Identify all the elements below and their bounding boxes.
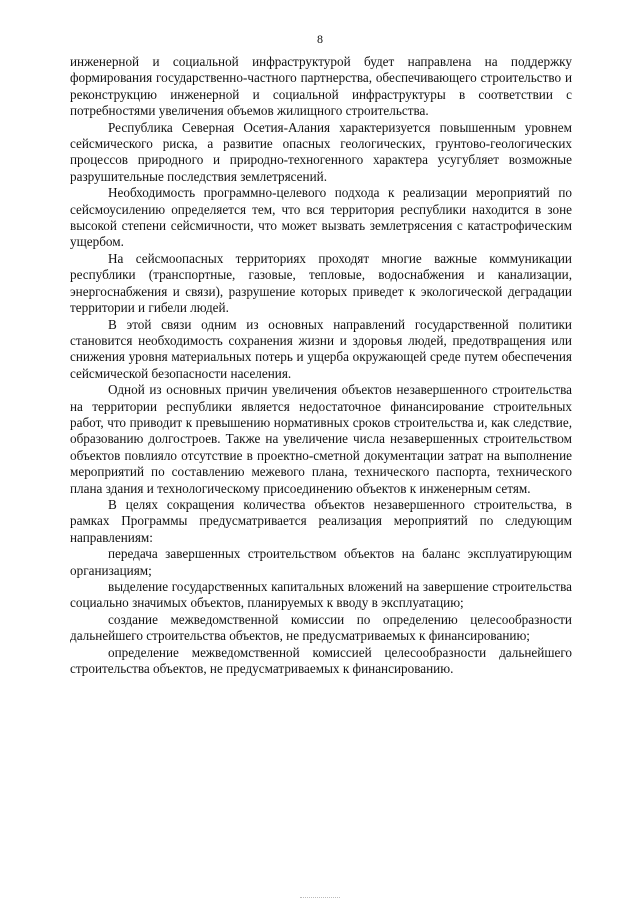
paragraph-unfinished-construction: Одной из основных причин увеличения объектов незавершенного строительства на территории республики является недостаточное финансирование строительных работ, что приводит к превышению нормативных сроков строительства и, как следствие, образованию долгостроев. Также на увеличение числа незавершенных строительством объектов повлияло отсутствие в проектно-сметной документации затрат на выполнение мероприятий по составлению межевого плана, технического паспорта, технического плана здания и технологическому присоединению объектов к инженерным сетям.	[70, 382, 572, 496]
paragraph-seismic-risk: Республика Северная Осетия-Алания характеризуется повышенным уровнем сейсмического риска, а развитие опасных геологических, грунтово-геологических процессов природного и природно-техногенного характера усугубляет возможные разрушительные последствия землетрясений.	[70, 119, 572, 184]
list-item-transfer: передача завершенных строительством объектов на баланс эксплуатирующим организациям;	[70, 546, 572, 578]
page-number: 8	[317, 32, 323, 46]
paragraph-program-necessity: Необходимость программно-целевого подхода к реализации мероприятий по сейсмоусилению определяется тем, что вся территория республики находится в зоне высокой степени сейсмичности, что может вызвать землетрясения с катастрофическим ущербом.	[70, 185, 572, 250]
list-item-create-commission: создание межведомственной комиссии по определению целесообразности дальнейшего строительства объектов, не предусматриваемых к финансированию;	[70, 611, 572, 644]
list-item-commission-decision: определение межведомственной комиссией целесообразности дальнейшего строительства объектов, не предусматриваемых к финансированию.	[70, 644, 572, 677]
paragraph-communications: На сейсмоопасных территориях проходят многие важные коммуникации республики (транспортные, газовые, тепловые, водоснабжения и канализации, энергоснабжения и связи), разрушение которых приведет к экологической деградации территории и гибели людей.	[70, 250, 572, 316]
paragraph-state-policy: В этой связи одним из основных направлений государственной политики становится необходимость сохранения жизни и здоровья людей, предотвращения или снижения уровня материальных потерь и ущерба окружающей среде путем обеспечения сейсмической безопасности населения.	[70, 316, 572, 381]
list-item-capital-investment: выделение государственных капитальных вложений на завершение строительства социально значимых объектов, планируемых к вводу в эксплуатацию;	[70, 579, 572, 611]
paragraph-infrastructure: инженерной и социальной инфраструктурой будет направлена на поддержку формирования государственно-частного партнерства, обеспечивающего строительство и реконструкцию инженерной и социальной инфраструктуры в соответствии с потребностями увеличения объемов жилищного строительства.	[70, 54, 572, 119]
paragraph-program-directions: В целях сокращения количества объектов незавершенного строительства, в рамках Программы предусматривается реализация мероприятий по следующим направлениям:	[70, 496, 572, 545]
document-body	[70, 54, 572, 677]
scan-edge-mark	[300, 897, 340, 899]
